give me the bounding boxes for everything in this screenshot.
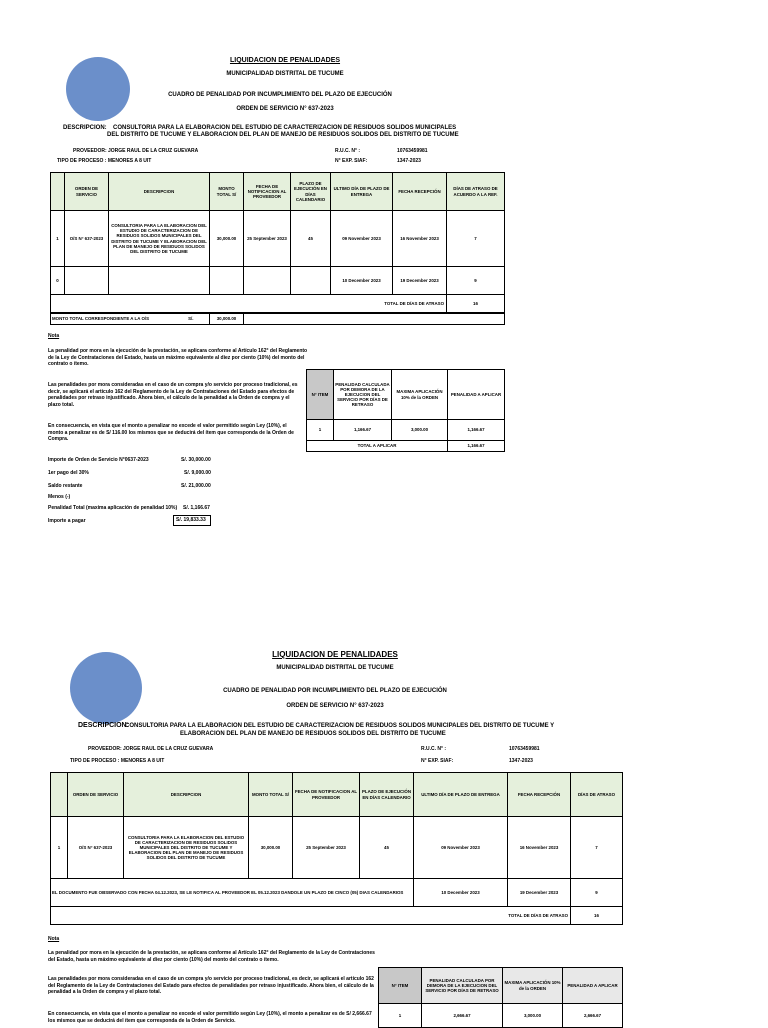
doc2-description-line2: ELABORACION DEL PLAN DE MANEJO DE RESIDUOS SOLIDOS DEL DISTRITO DE TUCUME bbox=[180, 731, 446, 737]
doc2-note-text: La penalidad por mora en la ejecución de la prestación, se aplicara conforme al Artículo 162° del Reglamento de la Ley de Contrataciones del Estado, hasta un máximo equivalente al diez por ciento (10%) del monto del contrato o ítemo. bbox=[48, 950, 375, 963]
doc1-note-label: Nota bbox=[48, 333, 60, 339]
pen-header-cell: MAXIMA APLICACIÓN 10% de la ORDEN bbox=[503, 968, 563, 1004]
doc1-exp-label: N° EXP. SIAF: bbox=[335, 158, 368, 164]
pen-header-cell: MAXIMA APLICACIÓN 10% de la ORDEN bbox=[392, 370, 448, 420]
doc1-description-label: DESCRIPCION: bbox=[63, 125, 107, 131]
table-cell: 7 bbox=[571, 817, 623, 879]
amount-empty-cell bbox=[244, 314, 505, 325]
table-cell: 1 bbox=[379, 1004, 422, 1028]
doc2-description-label: DESCRIPCION: bbox=[78, 722, 129, 729]
table-cell: CONSULTORIA PARA LA ELABORACION DEL ESTUDIO DE CARACTERIZACION DE RESIDUOS SOLIDOS MUNICIPALES DEL DISTRITO DE TUCUME Y ELABORACION DEL PLAN DE MANEJO DE RESIDUOS SOLIDOS DEL DISTRITO DE TUCUME bbox=[109, 211, 210, 267]
doc2-process-type: TIPO DE PROCESO : MENORES A 8 UIT bbox=[70, 758, 165, 764]
table-cell: 7 bbox=[447, 211, 505, 267]
table-cell: 10 December 2023 bbox=[331, 267, 393, 295]
total-days-value: 16 bbox=[571, 907, 623, 925]
pen-header-cell: PENALIDAD CALCULADA POR DEMORA DE LA EJECUCION DEL SERVICIO POR DÍAS DE RETRASO bbox=[422, 968, 503, 1004]
header-cell: MONTO TOTAL S/ bbox=[210, 173, 244, 211]
table-cell: 9 bbox=[447, 267, 505, 295]
doc2-penalty-table bbox=[378, 967, 623, 1028]
summary-value: S/. 30,000.00 bbox=[181, 457, 211, 463]
doc2-description-line1: CONSULTORIA PARA LA ELABORACION DEL ESTUDIO DE CARACTERIZACION DE RESIDUOS SOLIDOS MUNICIPALES DEL DISTRITO DE TUCUME Y bbox=[125, 723, 555, 729]
pen-header-cell: N° ITEM bbox=[307, 370, 334, 420]
table-cell: 25 September 2023 bbox=[244, 211, 291, 267]
table-cell: 16 November 2023 bbox=[508, 817, 571, 879]
table-cell: 1,166.67 bbox=[334, 420, 392, 441]
total-days-row bbox=[51, 907, 623, 925]
summary-label: 1er pago del 30% bbox=[48, 470, 89, 476]
doc2-ruc-label: R.U.C. N° : bbox=[421, 746, 447, 752]
header-cell: FECHA RECEPCIÓN bbox=[393, 173, 447, 211]
doc2-exp-label: N° EXP. SIAF: bbox=[421, 758, 454, 764]
table-cell: 19 December 2023 bbox=[393, 267, 447, 295]
summary-value: S/. 21,000.00 bbox=[181, 483, 211, 489]
doc1-municipality: MUNICIPALIDAD DISTRITAL DE TUCUME bbox=[226, 71, 344, 77]
table-cell bbox=[244, 267, 291, 295]
table-cell: 45 bbox=[291, 211, 331, 267]
header-cell: DESCRIPCION bbox=[124, 773, 249, 817]
municipality-logo bbox=[70, 652, 142, 724]
doc1-ruc-value: 10763459981 bbox=[397, 148, 428, 154]
header-cell: ULTIMO DÍA DE PLAZO DE ENTREGA bbox=[414, 773, 508, 817]
header-cell: ULTIMO DÍA DE PLAZO DE ENTREGA bbox=[331, 173, 393, 211]
municipality-logo bbox=[66, 57, 130, 121]
table-cell bbox=[291, 267, 331, 295]
table-cell bbox=[65, 267, 109, 295]
total-days-label: TOTAL DE DÍAS DE ATRASO bbox=[51, 295, 447, 313]
table-cell: 10 December 2023 bbox=[414, 879, 508, 907]
table-cell: 3,000.00 bbox=[503, 1004, 563, 1028]
total-days-value: 16 bbox=[447, 295, 505, 313]
doc1-process-type: TIPO DE PROCESO : MENORES A 8 UIT bbox=[57, 158, 152, 164]
pen-header-cell: N° ITEM bbox=[379, 968, 422, 1004]
header-cell: PLAZO DE EJECUCIÓN EN DÍAS CALENDARIO bbox=[291, 173, 331, 211]
doc2-ruc-value: 10763459981 bbox=[509, 746, 540, 752]
table-cell: O/S N° 637-2023 bbox=[68, 817, 124, 879]
doc1-subtitle: CUADRO DE PENALIDAD POR INCUMPLIMIENTO DEL PLAZO DE EJECUCIÓN bbox=[168, 92, 392, 98]
doc1-title: LIQUIDACION DE PENALIDADES bbox=[229, 57, 341, 64]
doc2-municipality: MUNICIPALIDAD DISTRITAL DE TUCUME bbox=[276, 665, 394, 671]
table-row bbox=[51, 817, 623, 879]
doc2-delay-table bbox=[50, 772, 623, 925]
table-cell: O/S N° 637-2023 bbox=[65, 211, 109, 267]
summary-label: Importe a pagar bbox=[48, 518, 86, 524]
table-cell: 16 November 2023 bbox=[393, 211, 447, 267]
doc2-paragraph-2: En consecuencia, en vista que el monto a penalizar no excede el valor permitido según Ley (10%), el monto a penalizar es de S/ 2,666.67 los mismos que se deducirá del ítem que corresponda de la Orden de Servicio. bbox=[48, 1011, 372, 1024]
doc1-description-line2: DEL DISTRITO DE TUCUME Y ELABORACION DEL PLAN DE MANEJO DE RESIDUOS SOLIDOS DEL DISTRITO DE TUCUME bbox=[107, 132, 459, 138]
summary-value: S/. 9,000.00 bbox=[184, 470, 211, 476]
table-row bbox=[51, 267, 505, 295]
table-cell: 1 bbox=[51, 817, 68, 879]
table-cell: 1,166.67 bbox=[448, 420, 505, 441]
summary-label: Menos (-) bbox=[48, 494, 71, 500]
header-cell: ORDEN DE SERVICIO bbox=[65, 173, 109, 211]
summary-label: Saldo restante bbox=[48, 483, 83, 489]
header-cell: FECHA RECEPCIÓN bbox=[508, 773, 571, 817]
summary-label: Importe de Orden de Servicio N°0637-2023 bbox=[48, 457, 149, 463]
table-cell: 2,666.67 bbox=[563, 1004, 623, 1028]
doc1-note-text: La penalidad por mora en la ejecución de la prestación, se aplicara conforme al Artículo 162° del Reglamento de la Ley de Contrataciones del Estado, hasta un máximo equivalente al diez por ciento (10%) del monto del contrato o ítemo. bbox=[48, 348, 308, 367]
table-row bbox=[51, 879, 623, 907]
doc1-provider: PROVEEDOR: JORGE RAUL DE LA CRUZ GUEVARA bbox=[73, 148, 199, 154]
doc2-table-header bbox=[51, 773, 623, 817]
table-cell: 30,000.00 bbox=[249, 817, 293, 879]
doc1-description-line1: CONSULTORIA PARA LA ELABORACION DEL ESTUDIO DE CARACTERIZACION DE RESIDUOS SOLIDOS MUNICIPALES bbox=[113, 125, 457, 131]
doc1-paragraph-2: En consecuencia, en vista que el monto a penalizar no excede el valor permitido según Ley (10%), el monto a penalizar es de S/ 116.00 los mismos que se deducirá del ítem que corresponda de la Orden de Compra. bbox=[48, 423, 294, 442]
doc2-paragraph-1: Las penalidades por mora consideradas en el caso de un compra y/o servicio por proceso tradicional, es decir, se aplicará el artículo 162 del Reglamento de la Ley de Contrataciones del Estado para efectos de penalidades por retraso injustificado. Ahora bien, el cálculo de la penalidad a la Orden de compra y el plazo total. bbox=[48, 976, 374, 995]
doc2-note-label: Nota bbox=[48, 936, 60, 942]
table-cell: 09 November 2023 bbox=[414, 817, 508, 879]
doc1-penalty-table bbox=[306, 369, 505, 452]
summary-value: S/. 1,166.67 bbox=[183, 505, 210, 511]
amount-currency: S/. bbox=[173, 314, 210, 325]
amount-value: 30,000.00 bbox=[210, 314, 244, 325]
table-row bbox=[51, 211, 505, 267]
header-cell: FECHA DE NOTIFICACION AL PROVEEDOR bbox=[293, 773, 360, 817]
header-cell bbox=[51, 773, 68, 817]
table-cell: 30,000.00 bbox=[210, 211, 244, 267]
total-days-row bbox=[51, 295, 505, 313]
doc2-subtitle: CUADRO DE PENALIDAD POR INCUMPLIMIENTO DEL PLAZO DE EJECUCIÓN bbox=[223, 688, 447, 694]
table-row bbox=[307, 420, 505, 441]
doc2-title: LIQUIDACION DE PENALIDADES bbox=[272, 650, 398, 659]
table-cell: 45 bbox=[360, 817, 414, 879]
pen-header-cell: PENALIDAD A APLICAR bbox=[563, 968, 623, 1004]
observation-note: EL DOCUMENTO FUE OBSERVADO CON FECHA 04.12.2023, SE LE NOTIFICA AL PROVEEDOR EL 05.12.2023 DANDOLE UN PLAZO DE CINCO (05) DIAS CALENDARIOS bbox=[51, 879, 414, 907]
table-cell: 1 bbox=[307, 420, 334, 441]
doc1-amount-row bbox=[50, 313, 505, 325]
summary-label: Penalidad Total (maxima aplicación de penalidad 10%) bbox=[48, 505, 178, 511]
summary-total-box: S/. 19,833.33 bbox=[173, 515, 211, 526]
pen-total-label: TOTAL A APLICAR bbox=[307, 441, 448, 452]
header-cell bbox=[51, 173, 65, 211]
table-cell: 2,666.67 bbox=[422, 1004, 503, 1028]
doc1-exp-value: 1347-2023 bbox=[397, 158, 421, 164]
doc1-order-title: ORDEN DE SERVICIO N° 637-2023 bbox=[236, 106, 334, 112]
table-cell: CONSULTORIA PARA LA ELABORACION DEL ESTUDIO DE CARACTERIZACION DE RESIDUOS SOLIDOS MUNICIPALES DEL DISTRITO DE TUCUME Y ELABORACION DEL PLAN DE MANEJO DE RESIDUOS SOLIDOS DEL DISTRITO DE TUCUME bbox=[124, 817, 249, 879]
table-cell: 3,000.00 bbox=[392, 420, 448, 441]
pen-header-cell: PENALIDAD A APLICAR bbox=[448, 370, 505, 420]
doc1-ruc-label: R.U.C. N° : bbox=[335, 148, 361, 154]
header-cell: ORDEN DE SERVICIO bbox=[68, 773, 124, 817]
doc1-paragraph-1: Las penalidades por mora consideradas en el caso de un compra y/o servicio por proceso tradicional, es decir, se aplicará el artículo 162 del Reglamento de la Ley de Contrataciones del Estado para efectos de penalidades por retraso injustificado. Ahora bien, el cálculo de la penalidad a la Orden de compra y el plazo total. bbox=[48, 382, 298, 408]
pen-total-row bbox=[307, 441, 505, 452]
header-cell: DESCRIPCION bbox=[109, 173, 210, 211]
total-days-label: TOTAL DE DÍAS DE ATRASO bbox=[51, 907, 571, 925]
pen-header-cell: PENALIDAD CALCULADA POR DEMORA DE LA EJECUCION DEL SERVICIO POR DÍAS DE RETRASO bbox=[334, 370, 392, 420]
header-cell: MONTO TOTAL S/ bbox=[249, 773, 293, 817]
header-cell: FECHA DE NOTIFICACION AL PROVEEDOR bbox=[244, 173, 291, 211]
header-cell: PLAZO DE EJECUCIÓN EN DÍAS CALENDARIO bbox=[360, 773, 414, 817]
table-cell: 0 bbox=[51, 267, 65, 295]
table-cell: 25 September 2023 bbox=[293, 817, 360, 879]
doc1-table-header bbox=[51, 173, 505, 211]
doc2-exp-value: 1347-2023 bbox=[509, 758, 533, 764]
amount-label: MONTO TOTAL CORRESPONDIENTE A LA O/S bbox=[51, 314, 173, 325]
table-cell: 09 November 2023 bbox=[331, 211, 393, 267]
pen-total-value: 1,166.67 bbox=[448, 441, 505, 452]
doc1-delay-table bbox=[50, 172, 505, 313]
table-cell: 1 bbox=[51, 211, 65, 267]
table-cell: 19 December 2023 bbox=[508, 879, 571, 907]
table-cell bbox=[210, 267, 244, 295]
table-cell: 9 bbox=[571, 879, 623, 907]
header-cell: DÍAS DE ATRASO bbox=[571, 773, 623, 817]
table-cell bbox=[109, 267, 210, 295]
doc2-provider: PROVEEDOR: JORGE RAUL DE LA CRUZ GUEVARA bbox=[88, 746, 214, 752]
doc2-order-title: ORDEN DE SERVICIO N° 637-2023 bbox=[286, 703, 384, 709]
header-cell: DÍAS DE ATRASO DE ACUERDO A LA REF. bbox=[447, 173, 505, 211]
